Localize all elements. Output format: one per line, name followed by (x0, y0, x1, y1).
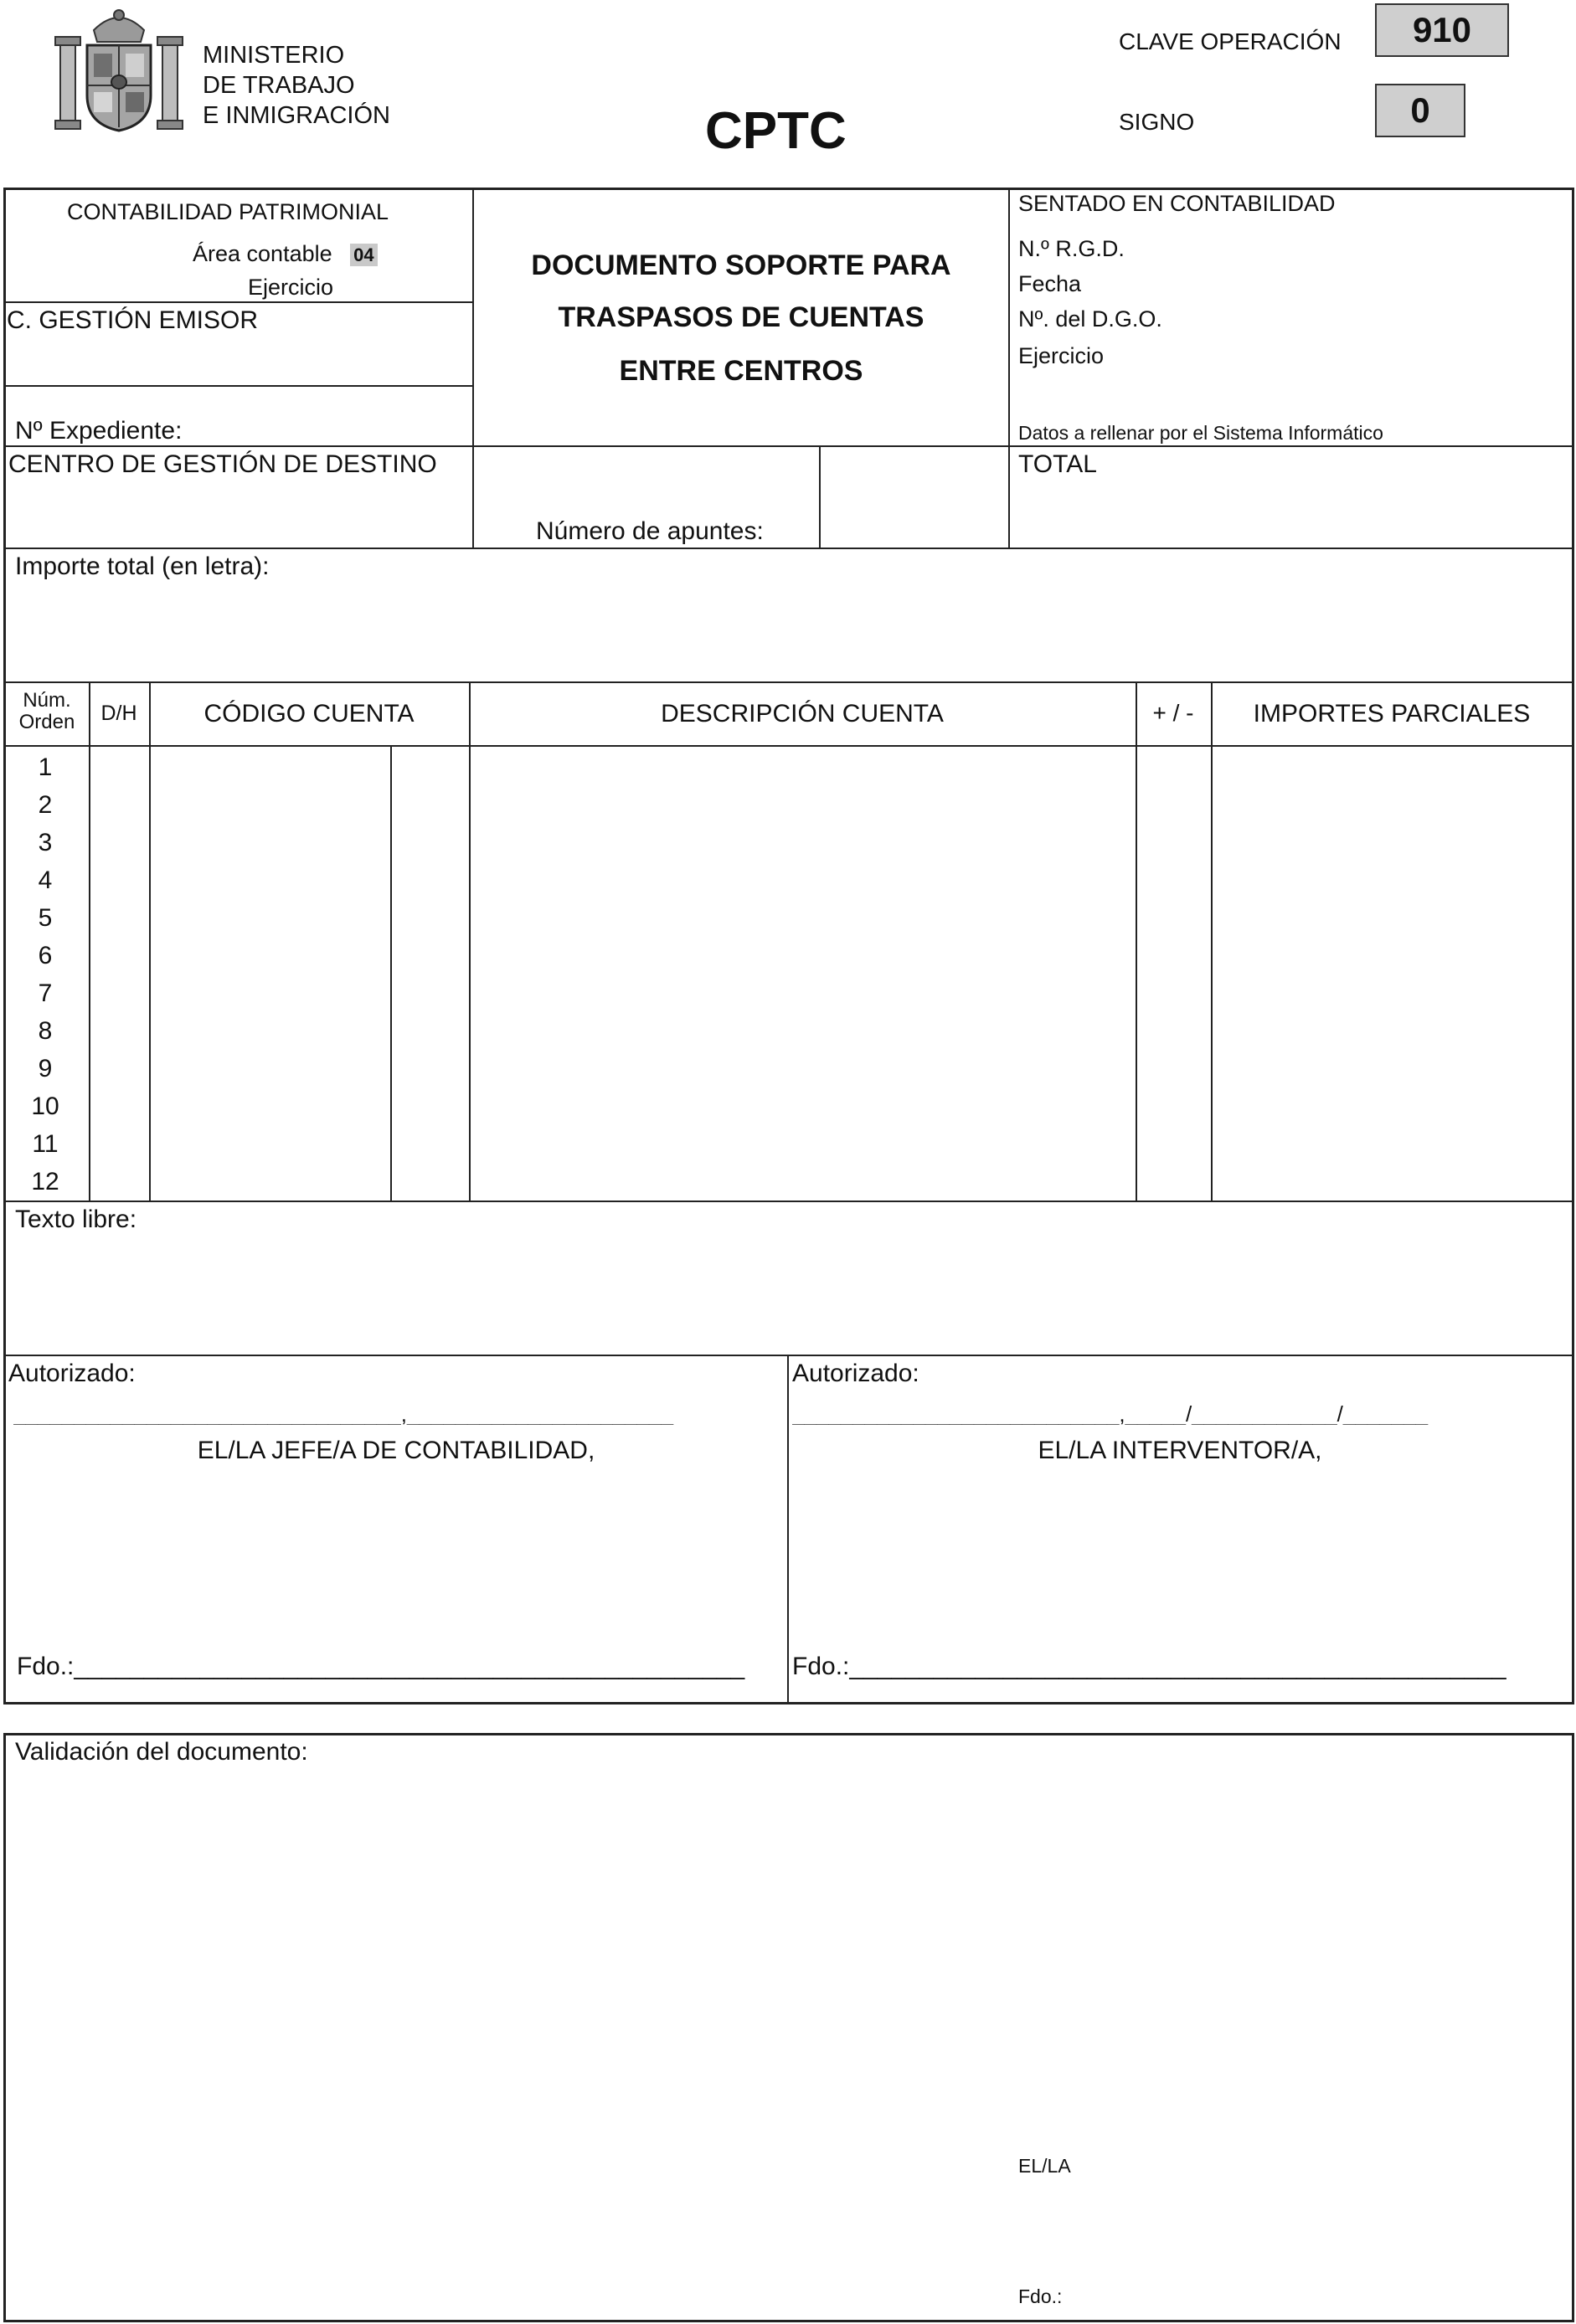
col-header-num (5, 690, 89, 734)
divider (3, 681, 1574, 683)
table-row-number: 5 (38, 904, 53, 932)
importe-letra-label: Importe total (en letra): (15, 553, 270, 580)
divider (1211, 681, 1213, 1202)
table-row-number: 12 (31, 1168, 59, 1195)
divider (3, 385, 474, 387)
table-row-number: 4 (38, 866, 53, 894)
signo-value: 0 (1375, 84, 1465, 137)
ejercicio-label: Ejercicio (248, 275, 334, 300)
table-row-number: 8 (38, 1017, 53, 1045)
divider (3, 445, 1574, 447)
divider (819, 445, 821, 549)
area-contable-label (193, 243, 378, 265)
table-row-number: 9 (38, 1055, 53, 1082)
interventor-label: EL/LA INTERVENTOR/A, (1038, 1437, 1322, 1464)
table-row-number: 10 (31, 1093, 59, 1120)
ministry-line-2: DE TRABAJO (203, 72, 355, 99)
col-header-num-line2: Orden (18, 711, 75, 734)
document-title-line-1: DOCUMENTO SOPORTE PARA (531, 249, 951, 281)
col-header-descripcion: DESCRIPCIÓN CUENTA (661, 700, 944, 728)
centro-destino-label: CENTRO DE GESTIÓN DE DESTINO (8, 450, 437, 478)
table-row-number: 3 (38, 829, 53, 856)
form-code: CPTC (705, 102, 847, 160)
jefe-contabilidad-label: EL/LA JEFE/A DE CONTABILIDAD, (197, 1437, 595, 1464)
table-row-number: 2 (38, 791, 53, 819)
divider (3, 301, 474, 303)
divider (469, 681, 471, 1202)
numero-apuntes-label: Número de apuntes: (536, 517, 764, 545)
divider (787, 1355, 789, 1703)
rgd-label: N.º R.G.D. (1018, 236, 1125, 261)
validacion-ella: EL/LA (1018, 2155, 1071, 2177)
divider (3, 1355, 1574, 1356)
document-title-line-3: ENTRE CENTROS (619, 355, 863, 387)
table-row-number: 1 (38, 753, 53, 781)
table-row-number: 7 (38, 979, 53, 1007)
validacion-fdo: Fdo.: (1018, 2285, 1063, 2307)
divider (1136, 681, 1137, 1202)
divider (3, 745, 1574, 747)
coat-of-arms-logo (54, 5, 184, 132)
clave-operacion-value: 910 (1375, 3, 1509, 57)
col-header-dh: D/H (100, 702, 137, 725)
clave-operacion-label: CLAVE OPERACIÓN (1119, 28, 1342, 54)
table-row-number: 6 (38, 942, 53, 969)
fdo-right-line: Fdo.:_______________________________________________ (792, 1654, 1506, 1679)
col-header-signo: + / - (1152, 700, 1194, 726)
col-header-num-line1: Núm. (23, 689, 71, 712)
autorizado-right-label: Autorizado: (792, 1360, 919, 1387)
table-row-number: 11 (32, 1130, 59, 1158)
autorizado-left-line: ________________________________,______________________ (13, 1403, 674, 1425)
divider (3, 1201, 1574, 1202)
autorizado-left-label: Autorizado: (8, 1360, 136, 1387)
divider (390, 745, 392, 1202)
ministry-line-1: MINISTERIO (203, 42, 345, 69)
dgo-label: Nº. del D.G.O. (1018, 306, 1162, 332)
autorizado-right-line: ___________________________,_____/____________/_______ (792, 1403, 1429, 1425)
area-contable-text: Área contable (193, 241, 332, 266)
divider (1008, 188, 1010, 549)
sentado-ejercicio-label: Ejercicio (1018, 343, 1105, 368)
signo-label: SIGNO (1119, 109, 1195, 135)
fecha-label: Fecha (1018, 271, 1082, 296)
validacion-label: Validación del documento: (15, 1738, 308, 1766)
sentado-heading: SENTADO EN CONTABILIDAD (1018, 191, 1336, 216)
area-contable-value: 04 (350, 244, 377, 266)
col-header-importes: IMPORTES PARCIALES (1253, 700, 1531, 728)
sistema-note: Datos a rellenar por el Sistema Informático (1018, 422, 1383, 444)
document-title-line-2: TRASPASOS DE CUENTAS (558, 301, 924, 333)
contabilidad-patrimonial: CONTABILIDAD PATRIMONIAL (67, 199, 389, 224)
divider (3, 548, 1574, 549)
ministry-line-3: E INMIGRACIÓN (203, 102, 390, 129)
validacion-box (3, 1733, 1574, 2322)
divider (89, 681, 90, 1202)
form-frame (3, 188, 1574, 1704)
col-header-codigo: CÓDIGO CUENTA (203, 700, 415, 728)
expediente-label: Nº Expediente: (15, 417, 183, 445)
divider (149, 681, 151, 1202)
gestion-emisor-label: C. GESTIÓN EMISOR (7, 306, 259, 334)
fdo-left-line: Fdo.:________________________________________________ (17, 1654, 745, 1679)
texto-libre-label: Texto libre: (15, 1206, 137, 1233)
total-label: TOTAL (1018, 450, 1097, 478)
